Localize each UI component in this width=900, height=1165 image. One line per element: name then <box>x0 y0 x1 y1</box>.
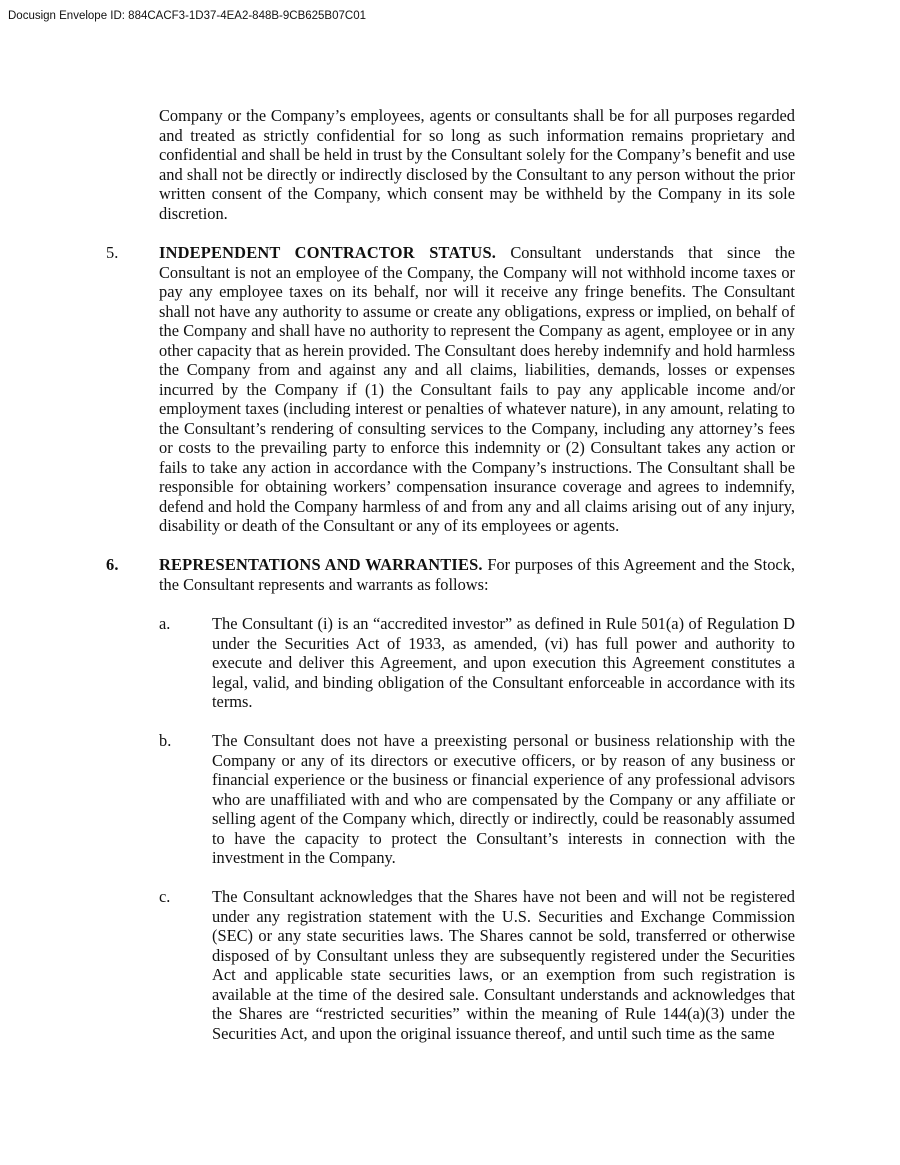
section-6-number: 6. <box>106 555 119 574</box>
docusign-envelope-id: Docusign Envelope ID: 884CACF3-1D37-4EA2-848B-9CB625B07C01 <box>8 10 366 22</box>
section-6-heading: REPRESENTATIONS AND WARRANTIES. <box>159 555 483 574</box>
intro-paragraph: Company or the Company’s employees, agents or consultants shall be for all purposes regarded and treated as strictly confidential for so long as such information remains proprietary and confidential and shall be held in trust by the Consultant solely for the Company’s benefit and use and shall not be directly or indirectly disclosed by the Consultant to any person without the prior written consent of the Company, which consent may be withheld by the Company in its sole discretion. <box>159 106 795 223</box>
item-c-text: The Consultant acknowledges that the Shares have not been and will not be registered under any registration statement with the U.S. Securities and Exchange Commission (SEC) or any state securities laws. The Shares cannot be sold, transferred or otherwise disposed of by Consultant unless they are subsequently registered under the Securities Act and applicable state securities laws, or an exemption from such registration is available at the time of the desired sale. Consultant understands and acknowledges that the Shares are “restricted securities” within the meaning of Rule 144(a)(3) under the Securities Act, and upon the original issuance thereof, and until such time as the same <box>212 887 795 1043</box>
item-c-letter: c. <box>159 887 171 906</box>
item-b-text: The Consultant does not have a preexisting personal or business relationship with the Company or any of its directors or executive officers, or by reason of any business or financial experience or the business or financial experience of any professional advisors who are unaffiliated with and who are compensated by the Company or any affiliate or selling agent of the Company which, directly or indirectly, could be reasonably assumed to have the capacity to protect the Consultant’s interests in connection with the investment in the Company. <box>212 731 795 867</box>
item-a-text: The Consultant (i) is an “accredited investor” as defined in Rule 501(a) of Regulation D under the Securities Act of 1933, as amended, (vi) has full power and authority to execute and deliver this Agreement, and upon execution this Agreement constitutes a legal, valid, and binding obligation of the Consultant enforceable in accordance with its terms. <box>212 614 795 711</box>
section-5-number: 5. <box>106 243 119 262</box>
section-5-paragraph <box>159 243 795 536</box>
item-b-letter: b. <box>159 731 172 750</box>
section-5-heading: INDEPENDENT CONTRACTOR STATUS. <box>159 243 497 262</box>
section-5-body: Consultant understands that since the Consultant is not an employee of the Company, the Company will not withhold income taxes or pay any employee taxes on its behalf, nor will it receive any fringe benefits. The Consultant shall not have any authority to assume or create any obligations, express or implied, on behalf of the Company and shall have no authority to represent the Company as agent, employee or in any other capacity that as herein provided. The Consultant does hereby indemnify and hold harmless the Company from and against any and all claims, liabilities, demands, losses or expenses incurred by the Company if (1) the Consultant fails to pay any applicable income and/or employment taxes (including interest or penalties of whatever nature), in any amount, relating to the Consultant’s rendering of consulting services to the Company, including any attorney’s fees or costs to the prevailing party to enforce this indemnity or (2) Consultant takes any action or fails to take any action in accordance with the Company’s instructions. The Consultant shall be responsible for obtaining workers’ compensation insurance coverage and agrees to indemnify, defend and hold the Company harmless of and from any and all claims arising out of any injury, disability or death of the Consultant or any of its employees or agents. <box>159 243 795 535</box>
item-a-letter: a. <box>159 614 171 633</box>
section-6-paragraph <box>159 555 795 594</box>
section-6-body: For purposes of this Agreement and the Stock, the Consultant represents and warrants as follows: <box>159 555 795 594</box>
